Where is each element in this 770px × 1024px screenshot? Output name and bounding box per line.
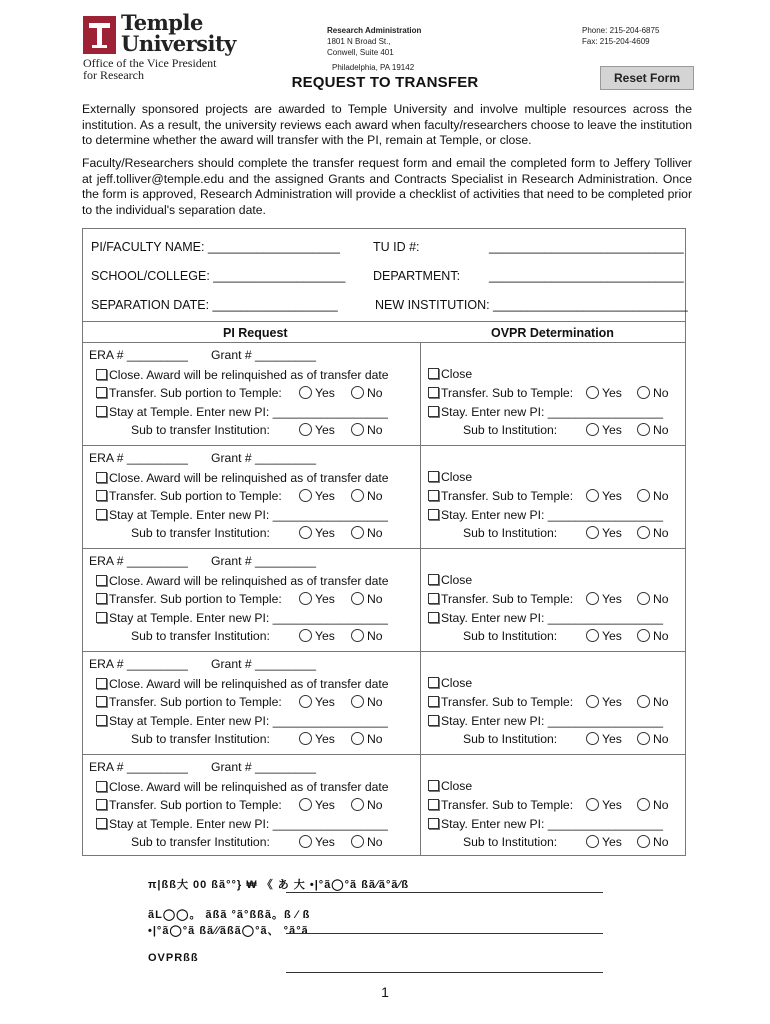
stay-option[interactable] [96,714,388,728]
ovpr-stay-checkbox[interactable] [428,406,439,417]
sub-transfer-label: Sub to transfer Institution: [131,835,270,849]
no-label: No [367,732,383,746]
transfer-label: Transfer. Sub portion to Temple: [109,592,282,606]
yes-label: Yes [315,798,335,812]
sub-transfer-no-radio[interactable] [351,423,364,436]
ovpr-transfer-no-radio[interactable] [637,798,650,811]
ovpr-transfer-label: Transfer. Sub to Temple: [441,489,574,503]
sub-transfer-no-option[interactable] [351,423,383,437]
transfer-checkbox[interactable] [96,490,107,501]
ovpr-stay-option[interactable] [428,817,663,831]
ovpr-transfer-label: Transfer. Sub to Temple: [441,695,574,709]
sub-transfer-no-option[interactable] [351,835,383,849]
transfer-label: Transfer. Sub portion to Temple: [109,386,282,400]
grant-number-field[interactable]: Grant # _________ [211,348,317,362]
stay-label: Stay at Temple. Enter new PI: _________________ [109,714,388,728]
sub-transfer-no-option[interactable] [351,629,383,643]
pi-name-field[interactable]: PI/FACULTY NAME: ___________________ [91,240,341,254]
ovpr-sub-yes-option[interactable] [586,835,622,849]
no-label: No [653,629,669,643]
era-number-field[interactable]: ERA # _________ [89,657,188,671]
yes-label: Yes [602,629,622,643]
transfer-checkbox[interactable] [96,387,107,398]
ovpr-transfer-label: Transfer. Sub to Temple: [441,386,574,400]
transfer-label: Transfer. Sub portion to Temple: [109,489,282,503]
transfer-no-option[interactable] [351,489,383,503]
ovpr-sub-yes-option[interactable] [586,629,622,643]
address-line-3: Philadelphia, PA 19142 [332,63,415,72]
transfer-no-option[interactable] [351,592,383,606]
phone-number: Phone: 215-204-6875 [582,26,660,35]
sub-transfer-no-radio[interactable] [351,629,364,642]
transfer-yes-option[interactable] [299,489,335,503]
sub-transfer-yes-option[interactable] [299,732,335,746]
ovpr-stay-checkbox[interactable] [428,509,439,520]
ovpr-close-option[interactable] [428,779,472,793]
close-award-label: Close. Award will be relinquished as of transfer date [109,677,389,691]
page-number: 1 [381,984,389,1000]
transfer-no-option[interactable] [351,695,383,709]
pi-signature-line[interactable] [286,892,603,893]
ovpr-transfer-checkbox[interactable] [428,387,439,398]
transfer-no-radio[interactable] [351,695,364,708]
no-label: No [653,489,669,503]
transfer-yes-radio[interactable] [299,798,312,811]
transfer-option[interactable] [96,489,282,503]
ovpr-transfer-checkbox[interactable] [428,696,439,707]
transfer-yes-radio[interactable] [299,592,312,605]
ovpr-close-checkbox[interactable] [428,677,439,688]
department-label: DEPARTMENT: [373,269,461,283]
intro-paragraph-1: Externally sponsored projects are awarded to Temple University and involve multiple resources across the institution. As a result, the university reviews each award when faculty/researchers choose to leave the institution to determine whether the award will transfer with the PI, remain at Temple, or close. [82,102,692,147]
ovpr-sub-no-radio[interactable] [637,526,650,539]
no-label: No [367,526,383,540]
no-label: No [653,695,669,709]
fax-number: Fax: 215-204-4609 [582,37,650,46]
grant-number-field[interactable]: Grant # _________ [211,760,317,774]
yes-label: Yes [602,835,622,849]
no-label: No [367,386,383,400]
transfer-yes-option[interactable] [299,592,335,606]
ovpr-sub-no-radio[interactable] [637,732,650,745]
close-award-option[interactable] [96,368,389,382]
no-label: No [367,798,383,812]
contact-block [582,25,659,47]
sub-transfer-yes-radio[interactable] [299,423,312,436]
ovpr-stay-label: Stay. Enter new PI: _________________ [441,817,664,831]
ovpr-sub-inst-label: Sub to Institution: [463,526,558,540]
stay-checkbox[interactable] [96,612,107,623]
ovpr-transfer-no-radio[interactable] [637,489,650,502]
yes-label: Yes [315,423,335,437]
logo-line-1: Temple [121,10,203,35]
ovpr-transfer-yes-radio[interactable] [586,489,599,502]
sub-transfer-yes-radio[interactable] [299,629,312,642]
sub-transfer-yes-radio[interactable] [299,835,312,848]
approval-label-2: •|°ã◯°ã ßã∕∕ãßã◯°ã、 °ã°ã [148,925,309,937]
transfer-yes-option[interactable] [299,386,335,400]
ovpr-transfer-yes-option[interactable] [586,489,622,503]
ovpr-sub-no-option[interactable] [637,629,669,643]
ovpr-transfer-no-option[interactable] [637,386,669,400]
sub-transfer-yes-radio[interactable] [299,732,312,745]
ovpr-sub-yes-radio[interactable] [586,732,599,745]
sub-transfer-no-radio[interactable] [351,835,364,848]
tu-id-label: TU ID #: [373,240,420,254]
logo-line-2: University [121,31,236,56]
close-award-option[interactable] [96,677,389,691]
ovpr-label: OVPRßß [148,952,199,964]
sub-transfer-no-radio[interactable] [351,732,364,745]
ovpr-sub-no-option[interactable] [637,526,669,540]
transfer-yes-radio[interactable] [299,695,312,708]
no-label: No [653,423,669,437]
transfer-option[interactable] [96,386,282,400]
approval-label-1: ãL◯◯。 ãßã °ã°ßßã。ß ∕ ß [148,909,311,921]
ovpr-close-checkbox[interactable] [428,574,439,585]
ovpr-sub-yes-option[interactable] [586,423,622,437]
transfer-no-radio[interactable] [351,592,364,605]
ovpr-transfer-yes-option[interactable] [586,592,622,606]
ovpr-sub-inst-label: Sub to Institution: [463,629,558,643]
ovpr-stay-label: Stay. Enter new PI: _________________ [441,405,664,419]
stay-checkbox[interactable] [96,406,107,417]
era-number-field[interactable]: ERA # _________ [89,451,188,465]
ovpr-stay-option[interactable] [428,714,663,728]
ovpr-stay-checkbox[interactable] [428,715,439,726]
ovpr-transfer-checkbox[interactable] [428,799,439,810]
sub-transfer-label: Sub to transfer Institution: [131,423,270,437]
ovpr-sub-no-option[interactable] [637,423,669,437]
ovpr-transfer-yes-radio[interactable] [586,695,599,708]
transfer-form-box [82,228,686,856]
page-title: REQUEST TO TRANSFER [291,74,479,91]
ovpr-determination-heading: OVPR Determination [491,326,614,340]
transfer-option[interactable] [96,798,282,812]
ovpr-sub-yes-option[interactable] [586,732,622,746]
sub-transfer-yes-option[interactable] [299,835,335,849]
transfer-no-option[interactable] [351,798,383,812]
ovpr-sub-no-radio[interactable] [637,835,650,848]
grant-number-field[interactable]: Grant # _________ [211,451,317,465]
ovpr-close-option[interactable] [428,367,472,381]
close-award-option[interactable] [96,574,389,588]
new-institution-field[interactable]: NEW INSTITUTION: ____________________________ [375,298,688,312]
yes-label: Yes [315,526,335,540]
sub-transfer-label: Sub to transfer Institution: [131,732,270,746]
stay-option[interactable] [96,405,388,419]
ovpr-close-checkbox[interactable] [428,780,439,791]
ovpr-sub-no-radio[interactable] [637,423,650,436]
transfer-checkbox[interactable] [96,799,107,810]
ovpr-transfer-no-radio[interactable] [637,386,650,399]
ovpr-close-option[interactable] [428,573,472,587]
address-title: Research Administration [327,26,422,35]
ovpr-sub-inst-label: Sub to Institution: [463,835,558,849]
ovpr-close-label: Close [441,573,473,587]
ovpr-transfer-no-option[interactable] [637,592,669,606]
era-number-field[interactable]: ERA # _________ [89,348,188,362]
department-field[interactable]: ____________________________ [489,269,684,283]
ovpr-transfer-checkbox[interactable] [428,593,439,604]
stay-option[interactable] [96,817,388,831]
logo-sub-2: for Research [83,68,144,82]
ovpr-sub-yes-option[interactable] [586,526,622,540]
ovpr-transfer-checkbox[interactable] [428,490,439,501]
sub-transfer-yes-option[interactable] [299,629,335,643]
ovpr-stay-label: Stay. Enter new PI: _________________ [441,714,664,728]
logo-sub-1: Office of the Vice President [83,56,217,70]
stay-checkbox[interactable] [96,509,107,520]
address-block [327,25,421,73]
ovpr-sub-inst-label: Sub to Institution: [463,423,558,437]
transfer-option[interactable] [96,592,282,606]
ovpr-transfer-yes-radio[interactable] [586,592,599,605]
transfer-yes-radio[interactable] [299,386,312,399]
ovpr-close-checkbox[interactable] [428,471,439,482]
yes-label: Yes [602,732,622,746]
yes-label: Yes [315,629,335,643]
ovpr-transfer-no-option[interactable] [637,695,669,709]
transfer-no-radio[interactable] [351,489,364,502]
transfer-label: Transfer. Sub portion to Temple: [109,798,282,812]
school-field[interactable]: SCHOOL/COLLEGE: ___________________ [91,269,346,283]
ovpr-stay-label: Stay. Enter new PI: _________________ [441,611,664,625]
grant-number-field[interactable]: Grant # _________ [211,554,317,568]
no-label: No [653,526,669,540]
sub-transfer-label: Sub to transfer Institution: [131,526,270,540]
close-award-checkbox[interactable] [96,678,107,689]
ovpr-transfer-option[interactable] [428,592,573,606]
no-label: No [367,835,383,849]
stay-checkbox[interactable] [96,818,107,829]
yes-label: Yes [315,835,335,849]
transfer-no-option[interactable] [351,386,383,400]
close-award-option[interactable] [96,780,389,794]
ovpr-close-label: Close [441,676,473,690]
sub-transfer-label: Sub to transfer Institution: [131,629,270,643]
yes-label: Yes [602,798,622,812]
yes-label: Yes [315,592,335,606]
ovpr-transfer-option[interactable] [428,695,573,709]
ovpr-sub-no-option[interactable] [637,835,669,849]
reset-form-button[interactable]: Reset Form [600,66,694,90]
stay-label: Stay at Temple. Enter new PI: _________________ [109,508,388,522]
yes-label: Yes [602,695,622,709]
ovpr-transfer-label: Transfer. Sub to Temple: [441,592,574,606]
ovpr-sub-no-option[interactable] [637,732,669,746]
no-label: No [653,798,669,812]
era-number-field[interactable]: ERA # _________ [89,554,188,568]
no-label: No [367,423,383,437]
transfer-option[interactable] [96,695,282,709]
transfer-yes-option[interactable] [299,695,335,709]
close-award-label: Close. Award will be relinquished as of transfer date [109,368,389,382]
no-label: No [653,592,669,606]
ovpr-sub-yes-radio[interactable] [586,629,599,642]
close-award-checkbox[interactable] [96,781,107,792]
close-award-checkbox[interactable] [96,369,107,380]
no-label: No [367,695,383,709]
ovpr-transfer-yes-radio[interactable] [586,798,599,811]
stay-option[interactable] [96,611,388,625]
ovpr-transfer-option[interactable] [428,386,573,400]
sub-transfer-no-option[interactable] [351,526,383,540]
grant-number-field[interactable]: Grant # _________ [211,657,317,671]
ovpr-signature-line[interactable] [286,972,603,973]
ovpr-transfer-no-option[interactable] [637,489,669,503]
sub-transfer-no-radio[interactable] [351,526,364,539]
no-label: No [367,592,383,606]
address-line-2: Conwell, Suite 401 [327,48,394,57]
address-line-1: 1801 N Broad St., [327,37,391,46]
no-label: No [653,835,669,849]
ovpr-stay-option[interactable] [428,611,663,625]
ovpr-transfer-yes-option[interactable] [586,386,622,400]
ovpr-stay-checkbox[interactable] [428,818,439,829]
ovpr-transfer-yes-option[interactable] [586,798,622,812]
ovpr-close-label: Close [441,367,473,381]
no-label: No [653,386,669,400]
ovpr-close-label: Close [441,779,473,793]
ovpr-close-option[interactable] [428,676,472,690]
ovpr-sub-inst-label: Sub to Institution: [463,732,558,746]
temple-logo-icon [83,16,116,54]
transfer-checkbox[interactable] [96,696,107,707]
separation-date-field[interactable]: SEPARATION DATE: __________________ [91,298,338,312]
intro-paragraph-2: Faculty/Researchers should complete the transfer request form and email the completed form to Jeffery Tolliver at jeff.tolliver@temple.edu and the assigned Grants and Contracts Specialist in Research Administration. Once the form is approved, Research Administration will provide a checklist of activities that need to be completed prior to the individual's separation date. [82,156,692,217]
transfer-no-radio[interactable] [351,798,364,811]
no-label: No [653,732,669,746]
ovpr-stay-checkbox[interactable] [428,612,439,623]
yes-label: Yes [315,386,335,400]
ovpr-transfer-no-radio[interactable] [637,695,650,708]
no-label: No [367,489,383,503]
yes-label: Yes [315,732,335,746]
yes-label: Yes [602,489,622,503]
ovpr-sub-yes-radio[interactable] [586,526,599,539]
sub-transfer-yes-radio[interactable] [299,526,312,539]
sub-transfer-yes-option[interactable] [299,526,335,540]
university-name [121,12,236,54]
ovpr-sub-yes-radio[interactable] [586,423,599,436]
ovpr-transfer-no-radio[interactable] [637,592,650,605]
era-number-field[interactable]: ERA # _________ [89,760,188,774]
tu-id-field[interactable]: ____________________________ [489,240,684,254]
ovpr-stay-label: Stay. Enter new PI: _________________ [441,508,664,522]
transfer-yes-option[interactable] [299,798,335,812]
yes-label: Yes [602,423,622,437]
ovpr-transfer-label: Transfer. Sub to Temple: [441,798,574,812]
yes-label: Yes [602,386,622,400]
stay-checkbox[interactable] [96,715,107,726]
stay-label: Stay at Temple. Enter new PI: _________________ [109,611,388,625]
stay-label: Stay at Temple. Enter new PI: _________________ [109,405,388,419]
approval-signature-line[interactable] [286,933,603,934]
yes-label: Yes [602,592,622,606]
pi-request-heading: PI Request [223,326,288,340]
ovpr-close-checkbox[interactable] [428,368,439,379]
stay-option[interactable] [96,508,388,522]
sub-transfer-no-option[interactable] [351,732,383,746]
transfer-label: Transfer. Sub portion to Temple: [109,695,282,709]
transfer-checkbox[interactable] [96,593,107,604]
ovpr-transfer-yes-option[interactable] [586,695,622,709]
ovpr-close-option[interactable] [428,470,472,484]
close-award-label: Close. Award will be relinquished as of transfer date [109,471,389,485]
transfer-no-radio[interactable] [351,386,364,399]
yes-label: Yes [315,489,335,503]
close-award-option[interactable] [96,471,389,485]
close-award-label: Close. Award will be relinquished as of transfer date [109,574,389,588]
ovpr-transfer-option[interactable] [428,489,573,503]
ovpr-stay-option[interactable] [428,508,663,522]
ovpr-transfer-yes-radio[interactable] [586,386,599,399]
close-award-checkbox[interactable] [96,472,107,483]
no-label: No [367,629,383,643]
transfer-yes-radio[interactable] [299,489,312,502]
ovpr-close-label: Close [441,470,473,484]
yes-label: Yes [602,526,622,540]
ovpr-transfer-no-option[interactable] [637,798,669,812]
ovpr-transfer-option[interactable] [428,798,573,812]
yes-label: Yes [315,695,335,709]
ovpr-sub-no-radio[interactable] [637,629,650,642]
pi-signature-label: π|ßß大 00 ßã°°} ₩ 《 あ 大 •|°ã◯°ã ßã∕ã°ã∕ß [148,879,410,891]
ovpr-stay-option[interactable] [428,405,663,419]
ovpr-sub-yes-radio[interactable] [586,835,599,848]
sub-transfer-yes-option[interactable] [299,423,335,437]
close-award-checkbox[interactable] [96,575,107,586]
stay-label: Stay at Temple. Enter new PI: _________________ [109,817,388,831]
close-award-label: Close. Award will be relinquished as of transfer date [109,780,389,794]
